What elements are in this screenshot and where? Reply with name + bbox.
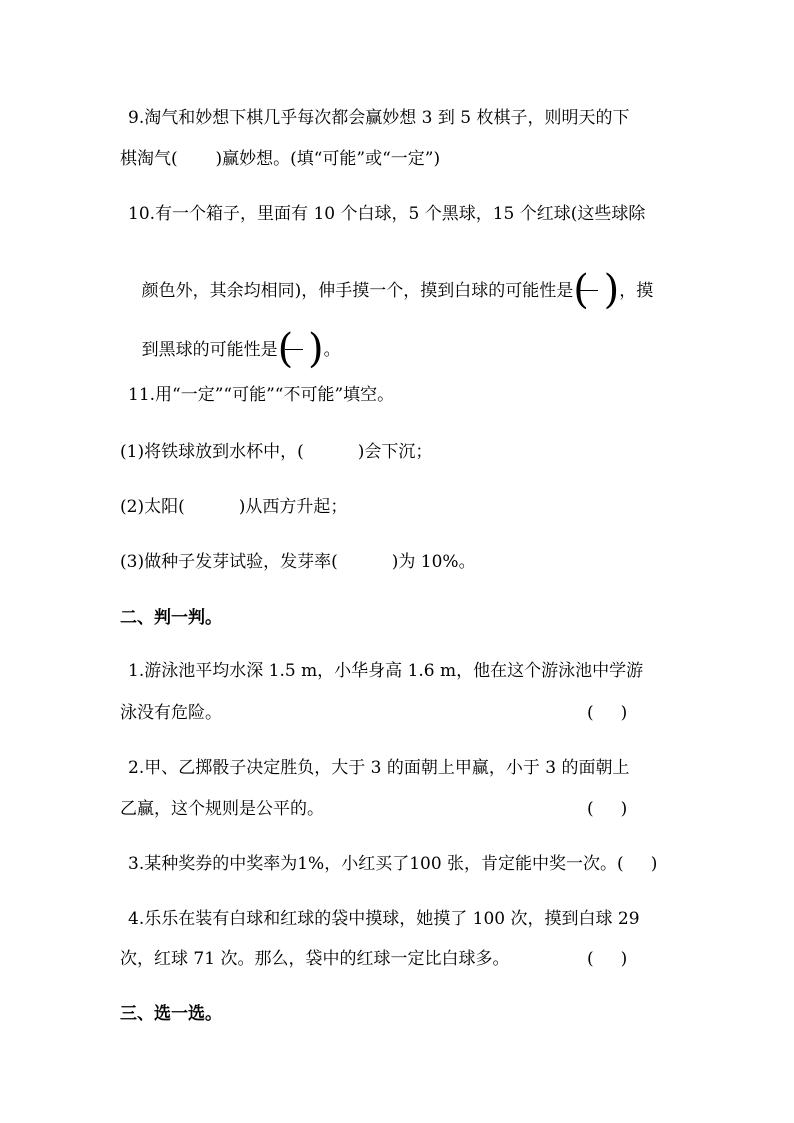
judge-q1-answer-paren: ( ) <box>587 703 628 723</box>
fraction-left-paren: ( <box>573 267 589 313</box>
judge-q4-line2: 次，红球 71 次。那么，袋中的红球一定比白球多。 <box>120 949 510 969</box>
section3-heading: 三、选一选。 <box>120 1004 222 1024</box>
judge-q2-line1: 2.甲、乙掷骰子决定胜负，大于 3 的面朝上甲赢，小于 3 的面朝上 <box>128 758 630 778</box>
q11-item1: (1)将铁球放到水杯中，( )会下沉； <box>120 442 433 462</box>
judge-q1-line2: 泳没有危险。 <box>120 703 222 723</box>
black-probability-fraction-blank <box>277 326 324 372</box>
fraction-bar <box>580 290 598 291</box>
q11-item3: (3)做种子发芽试验，发芽率( )为 10%。 <box>120 552 476 572</box>
judge-q2-answer-paren: ( ) <box>587 799 628 819</box>
q10-line2-tail: ，摸 <box>619 281 654 301</box>
fraction-right-paren: ) <box>603 267 620 313</box>
q10-line1: 10.有一个箱子，里面有 10 个白球，5 个黑球，15 个红球(这些球除 <box>128 204 646 224</box>
q10-line2 <box>120 258 653 324</box>
white-probability-fraction-blank <box>573 267 620 313</box>
judge-q1-line1: 1.游泳池平均水深 1.5 m，小华身高 1.6 m，他在这个游泳池中学游 <box>128 661 644 681</box>
fraction-bar <box>285 349 303 350</box>
q9-line2: 棋淘气( )赢妙想。(填“可能”或“一定”) <box>120 149 441 169</box>
judge-q2-line2: 乙赢，这个规则是公平的。 <box>120 799 324 819</box>
judge-q4-answer-paren: ( ) <box>587 949 628 969</box>
q10-line3-tail: 。 <box>323 340 341 360</box>
q10-line2-text: 颜色外，其余均相同)，伸手摸一个，摸到白球的可能性是 <box>141 281 574 301</box>
q11-item2: (2)太阳( )从西方升起； <box>120 497 348 517</box>
q11-title: 11.用“一定”“可能”“不可能”填空。 <box>128 385 395 405</box>
judge-q4-line1: 4.乐乐在装有白球和红球的袋中摸球，她摸了 100 次，摸到白球 29 <box>128 909 640 929</box>
q10-line3-text: 到黑球的可能性是 <box>141 340 278 360</box>
judge-q3-line1: 3.某种奖券的中奖率为1%，小红买了100 张，肯定能中奖一次。( ) <box>128 854 658 874</box>
q9-line1: 9.淘气和妙想下棋几乎每次都会赢妙想 3 到 5 枚棋子，则明天的下 <box>128 108 630 128</box>
fraction-left-paren: ( <box>277 326 294 372</box>
fraction-right-paren: ) <box>308 326 324 372</box>
q10-line3 <box>120 317 341 383</box>
section2-heading: 二、判一判。 <box>120 608 222 628</box>
